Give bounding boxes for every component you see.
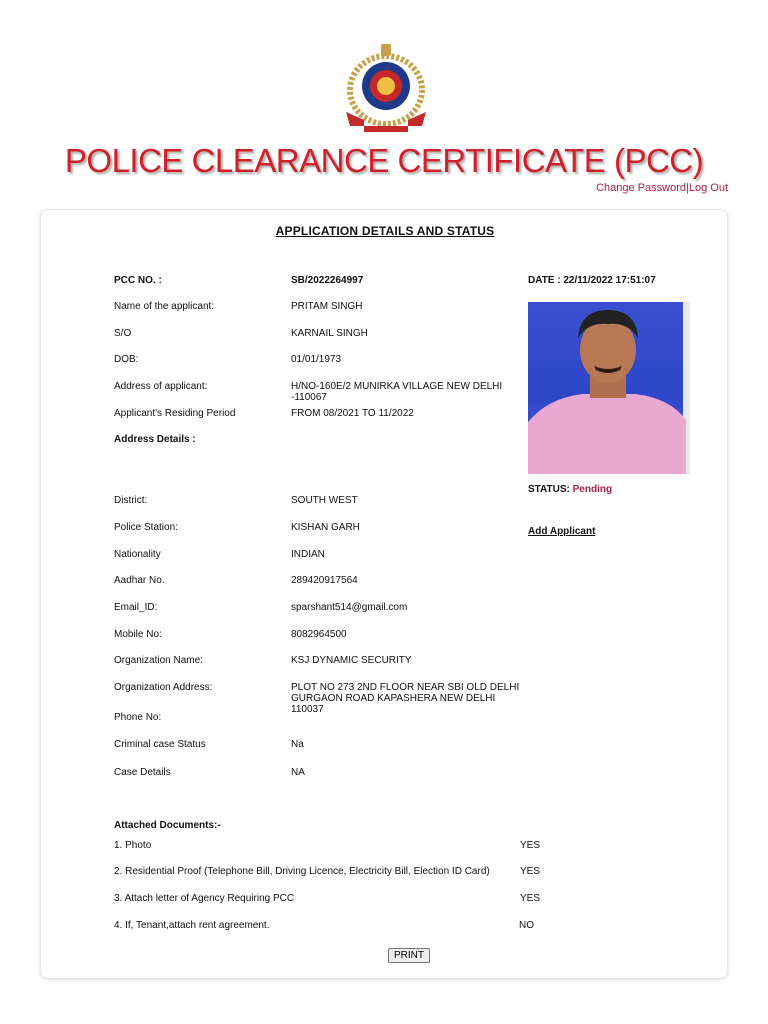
pcc-no-label: PCC NO. : (114, 275, 162, 286)
district-value: SOUTH WEST (291, 495, 358, 506)
aadhar-label: Aadhar No. (114, 575, 165, 586)
org-address-label: Organization Address: (114, 682, 213, 693)
case-details-value: NA (291, 767, 305, 778)
police-station-label: Police Station: (114, 522, 178, 533)
application-status (528, 484, 612, 495)
dob-value: 01/01/1973 (291, 354, 342, 365)
address-details-label: Address Details : (114, 434, 196, 445)
criminal-status-label: Criminal case Status (114, 739, 206, 750)
link-separator: | (686, 182, 689, 194)
address-value: H/NO-160E/2 MUNIRKA VILLAGE NEW DELHI -110067 (291, 381, 503, 403)
police-station-value: KISHAN GARH (291, 522, 360, 533)
org-name-value: KSJ DYNAMIC SECURITY (291, 655, 412, 666)
so-label: S/O (114, 328, 132, 339)
name-label: Name of the applicant: (114, 301, 215, 312)
add-applicant-link[interactable]: Add Applicant (528, 526, 596, 537)
top-links (596, 182, 728, 194)
print-button[interactable]: PRINT (388, 948, 430, 963)
residing-label: Applicant's Residing Period (114, 408, 236, 419)
person-silhouette-icon (528, 302, 690, 474)
change-password-link[interactable]: Change Password (596, 182, 686, 194)
document-item-rent-agreement-value: NO (519, 920, 534, 931)
applicant-photo (528, 302, 690, 474)
document-item-photo: 1. Photo (114, 840, 152, 851)
nationality-label: Nationality (114, 549, 161, 560)
mobile-value: 8082964500 (291, 629, 347, 640)
delhi-police-emblem-icon (334, 40, 438, 136)
document-item-rent-agreement: 4. If, Tenant,attach rent agreement. (114, 920, 270, 931)
document-item-residential-proof: 2. Residential Proof (Telephone Bill, Driving Licence, Electricity Bill, Election ID Card) (114, 866, 490, 877)
document-item-residential-proof-value: YES (520, 866, 541, 877)
document-item-agency-letter-value: YES (520, 893, 541, 904)
org-address-value: PLOT NO 273 2ND FLOOR NEAR SBI OLD DELHI GURGAON ROAD KAPASHERA NEW DELHI 110037 (291, 682, 520, 715)
date-time: DATE : 22/11/2022 17:51:07 (528, 275, 656, 286)
status-badge: Pending (572, 484, 613, 495)
attached-documents-heading: Attached Documents:- (114, 820, 221, 831)
so-value: KARNAIL SINGH (291, 328, 368, 339)
district-label: District: (114, 495, 148, 506)
pcc-no-value: SB/2022264997 (291, 275, 364, 286)
section-heading: APPLICATION DETAILS AND STATUS (275, 224, 495, 238)
aadhar-value: 289420917564 (291, 575, 358, 586)
criminal-status-value: Na (291, 739, 304, 750)
residing-value: FROM 08/2021 TO 11/2022 (291, 408, 414, 419)
mobile-label: Mobile No: (114, 629, 162, 640)
email-label: Email_ID: (114, 602, 158, 613)
logout-link[interactable]: Log Out (688, 182, 728, 194)
case-details-label: Case Details (114, 767, 171, 778)
application-card (40, 209, 728, 979)
email-value: sparshant514@gmail.com (291, 602, 408, 613)
page-title: POLICE CLEARANCE CERTIFICATE (PCC) (64, 142, 704, 179)
document-item-agency-letter: 3. Attach letter of Agency Requiring PCC (114, 893, 295, 904)
address-label: Address of applicant: (114, 381, 208, 392)
phone-label: Phone No: (114, 712, 162, 723)
org-name-label: Organization Name: (114, 655, 203, 666)
name-value: PRITAM SINGH (291, 301, 363, 312)
nationality-value: INDIAN (291, 549, 325, 560)
document-item-photo-value: YES (520, 840, 541, 851)
dob-label: DOB: (114, 354, 139, 365)
status-label: STATUS: (528, 484, 570, 495)
